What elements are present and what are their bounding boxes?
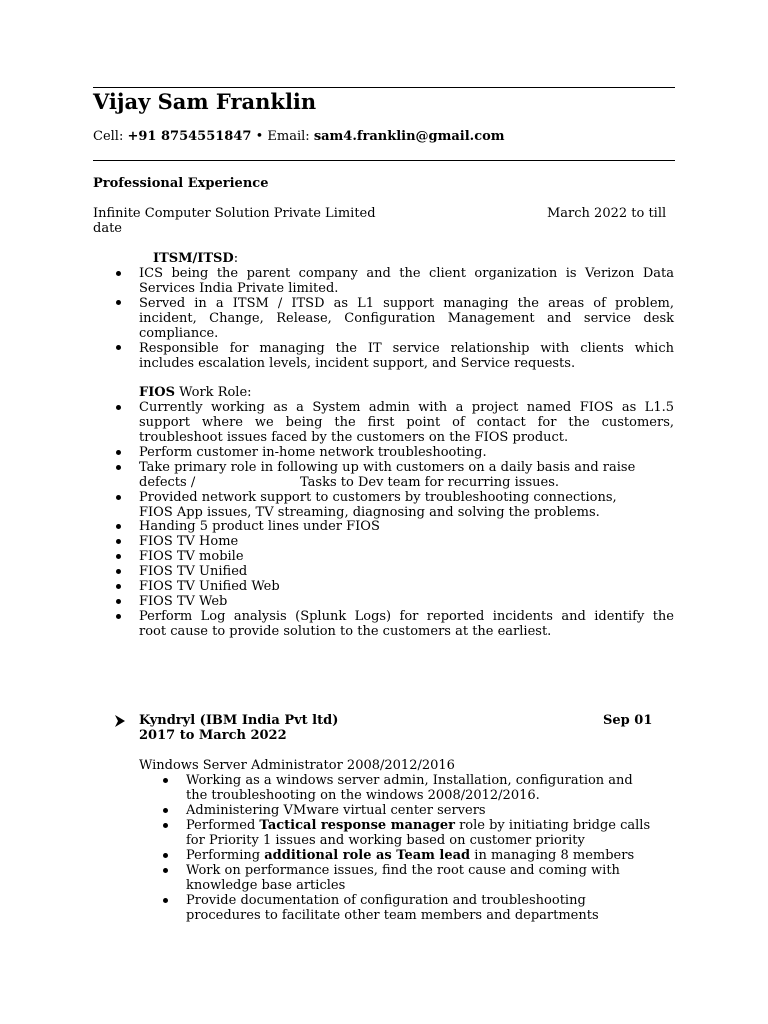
- job2-bullet-1-line-2: the troubleshooting on the windows 2008/2012/2016.: [186, 788, 540, 803]
- fios-bullet-1-line-3: troubleshoot issues faced by the customers on the FIOS product.: [139, 430, 569, 445]
- fios-bullet-1-line-2: support where we being the first point of contact for the customers,: [139, 415, 674, 430]
- fios-bullet-11-line-1: Perform Log analysis (Splunk Logs) for reported incidents and identify the: [139, 609, 674, 624]
- job2-role: Windows Server Administrator 2008/2012/2016: [139, 758, 455, 773]
- bullet-icon: [116, 539, 121, 544]
- fios-bullet-6: FIOS TV Home: [139, 534, 239, 549]
- bullet-icon: [163, 853, 168, 858]
- email-address: sam4.franklin@gmail.com: [313, 129, 505, 144]
- contact-rule: [93, 160, 675, 161]
- job2-bullet-2: Administering VMware virtual center servers: [186, 803, 486, 818]
- bullet-icon: [116, 584, 121, 589]
- job2-bullet-6-line-1: Provide documentation of configuration and troubleshooting: [186, 893, 586, 908]
- bullet-icon: [163, 898, 168, 903]
- contact-line: [93, 129, 505, 144]
- fios-bullet-2: Perform customer in-home network troubleshooting.: [139, 445, 487, 460]
- bullet-icon: [116, 569, 121, 574]
- job2-bullet-5-line-1: Work on performance issues, find the root cause and coming with: [186, 863, 620, 878]
- itsm-bullet-2-line-2: incident, Change, Release, Configuration Management and service desk: [139, 311, 674, 326]
- fios-bullet-4-line-2: FIOS App issues, TV streaming, diagnosing and solving the problems.: [139, 505, 600, 520]
- bullet-icon: [116, 495, 121, 500]
- arrow-bullet-icon: [114, 714, 126, 728]
- bullet-icon: [163, 868, 168, 873]
- bullet-icon: [116, 271, 121, 276]
- fios-bullet-10: FIOS TV Web: [139, 594, 228, 609]
- job2-bullet-6-line-2: procedures to facilitate other team members and departments: [186, 908, 599, 923]
- itsm-bullet-1-line-2: Services India Private limited.: [139, 281, 339, 296]
- bullet-icon: [116, 345, 121, 350]
- top-rule: [93, 87, 675, 88]
- candidate-name: Vijay Sam Franklin: [93, 89, 317, 114]
- section-title: Professional Experience: [93, 176, 269, 191]
- contact-separator: •: [255, 129, 264, 144]
- fios-bullet-11-line-2: root cause to provide solution to the customers at the earliest.: [139, 624, 552, 639]
- cell-label: Cell:: [93, 129, 124, 144]
- job2-date-rest: 2017 to March 2022: [139, 728, 287, 743]
- bullet-icon: [116, 450, 121, 455]
- fios-heading: FIOS Work Role:: [139, 385, 252, 400]
- job2-bullet-4: Performing additional role as Team lead in managing 8 members: [186, 848, 635, 863]
- bullet-icon: [163, 778, 168, 783]
- bullet-icon: [116, 300, 121, 305]
- fios-bullet-1-line-1: Currently working as a System admin with a project named FIOS as L1.5: [139, 400, 674, 415]
- bullet-icon: [116, 405, 121, 410]
- bullet-icon: [116, 599, 121, 604]
- fios-bullet-7: FIOS TV mobile: [139, 549, 244, 564]
- fios-bullet-5: Handing 5 product lines under FIOS: [139, 519, 380, 534]
- itsm-bullet-3-line-2: includes escalation levels, incident support, and Service requests.: [139, 356, 576, 371]
- job2-bullet-1-line-1: Working as a windows server admin, Installation, configuration and: [186, 773, 633, 788]
- job2-bullet-3-line-1: Performed Tactical response manager role by initiating bridge calls: [186, 818, 651, 833]
- job2-bullet-3-line-2: for Priority 1 issues and working based on customer priority: [186, 833, 585, 848]
- bullet-icon: [116, 554, 121, 559]
- fios-bullet-3-line-1: Take primary role in following up with customers on a daily basis and raise: [139, 460, 636, 475]
- job1-dates-cont: date: [93, 221, 122, 236]
- fios-bullet-3-line-2b: Tasks to Dev team for recurring issues.: [300, 475, 559, 490]
- bullet-icon: [163, 808, 168, 813]
- bullet-icon: [116, 465, 121, 470]
- itsm-heading: ITSM/ITSD:: [153, 251, 239, 266]
- cell-number: +91 8754551847: [127, 129, 252, 144]
- fios-bullet-8: FIOS TV Unified: [139, 564, 248, 579]
- itsm-bullet-1-line-1: ICS being the parent company and the client organization is Verizon Data: [139, 266, 674, 281]
- fios-bullet-3-line-2a: defects /: [139, 475, 196, 490]
- job2-company: Kyndryl (IBM India Pvt ltd): [139, 713, 339, 728]
- itsm-bullet-2-line-1: Served in a ITSM / ITSD as L1 support managing the areas of problem,: [139, 296, 674, 311]
- itsm-bullet-3-line-1: Responsible for managing the IT service relationship with clients which: [139, 341, 674, 356]
- bullet-icon: [163, 823, 168, 828]
- bullet-icon: [116, 614, 121, 619]
- fios-bullet-4-line-1: Provided network support to customers by troubleshooting connections,: [139, 490, 617, 505]
- job2-date-start: Sep 01: [603, 713, 653, 728]
- fios-bullet-9: FIOS TV Unified Web: [139, 579, 280, 594]
- job1-dates: March 2022 to till: [547, 206, 667, 221]
- bullet-icon: [116, 524, 121, 529]
- job1-company: Infinite Computer Solution Private Limited: [93, 206, 376, 221]
- job2-bullet-5-line-2: knowledge base articles: [186, 878, 346, 893]
- email-label: Email:: [267, 129, 310, 144]
- itsm-bullet-2-line-3: compliance.: [139, 326, 219, 341]
